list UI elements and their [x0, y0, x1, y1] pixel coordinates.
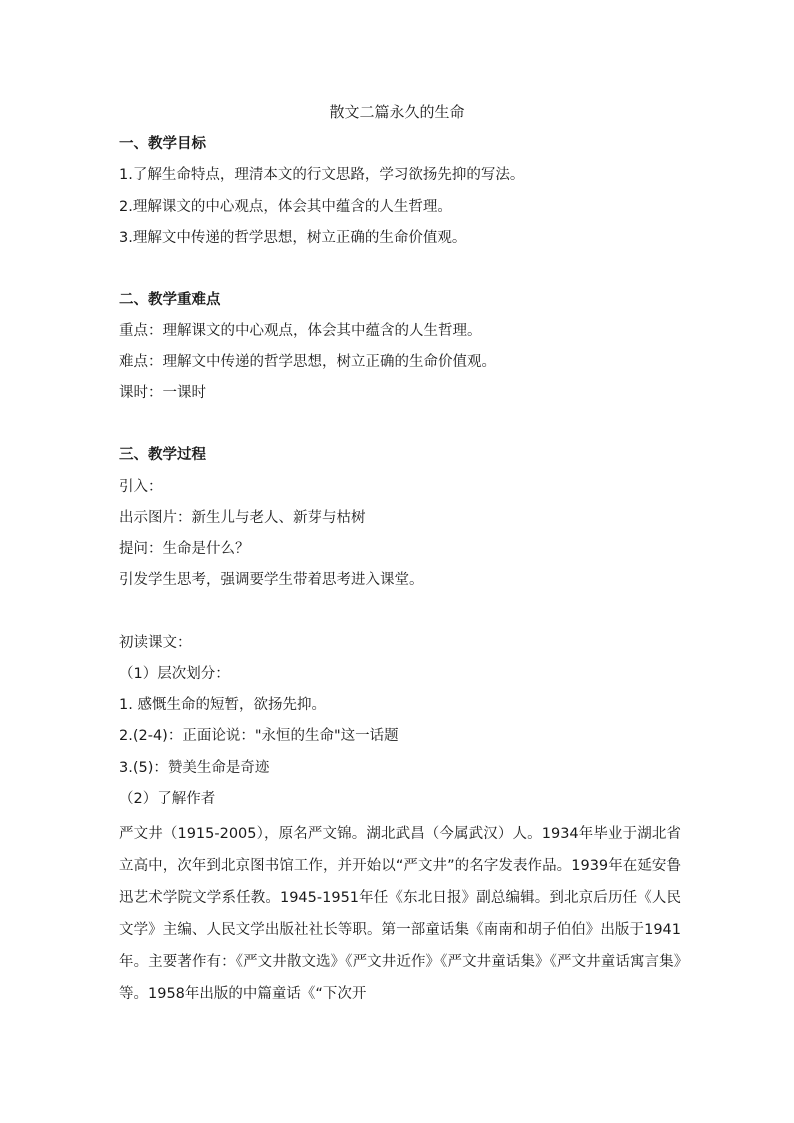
structure-part-2: 2.(2-4)：正面论说："永恒的生命"这一话题: [119, 728, 399, 744]
intro-question: 提问：生命是什么？: [119, 541, 250, 557]
key-point-focus: 重点：理解课文的中心观点，体会其中蕴含的人生哲理。: [119, 323, 482, 339]
structure-part-3: 3.(5)：赞美生命是奇迹: [119, 760, 270, 776]
key-point-difficulty: 难点：理解文中传递的哲学思想，树立正确的生命价值观。: [119, 354, 496, 370]
class-hours: 课时：一课时: [119, 385, 206, 401]
structure-part-1: 1. 感慨生命的短暂，欲扬先抑。: [119, 697, 326, 713]
intro-guidance: 引发学生思考，强调要学生带着思考进入课堂。: [119, 572, 424, 588]
first-reading-label: 初读课文：: [119, 635, 192, 651]
goal-item-2: 2.理解课文的中心观点，体会其中蕴含的人生哲理。: [119, 199, 452, 215]
intro-label: 引入：: [119, 479, 163, 495]
section-heading-teaching-goals: 一、教学目标: [119, 136, 206, 152]
author-biography-paragraph: 严文井（1915-2005），原名严文锦。湖北武昌（今属武汉）人。1934年毕业于湖北省立高中，次年到北京图书馆工作，并开始以“严文井”的名字发表作品。1939年在延安鲁迅艺术学院文学系任教。1945-1951年任《东北日报》副总编辑。到北京后历任《人民文学》主编、人民文学出版社社长等职。第一部童话集《南南和胡子伯伯》出版于1941年。主要著作有：《严文井散文选》《严文井近作》《严文井童话集》《严文井童话寓言集》等。1958年出版的中篇童话《“下次开: [119, 826, 681, 1002]
goal-item-1: 1.了解生命特点，理清本文的行文思路，学习欲扬先抑的写法。: [119, 167, 525, 183]
goal-item-3: 3.理解文中传递的哲学思想，树立正确的生命价值观。: [119, 230, 467, 246]
structure-division-label: （1）层次划分：: [119, 666, 230, 682]
section-heading-teaching-process: 三、教学过程: [119, 447, 206, 463]
about-author-label: （2）了解作者: [119, 791, 216, 807]
document-title: 散文二篇永久的生命: [329, 103, 465, 121]
intro-show-pictures: 出示图片：新生儿与老人、新芽与枯树: [119, 510, 366, 526]
section-heading-key-points: 二、教学重难点: [119, 292, 221, 308]
